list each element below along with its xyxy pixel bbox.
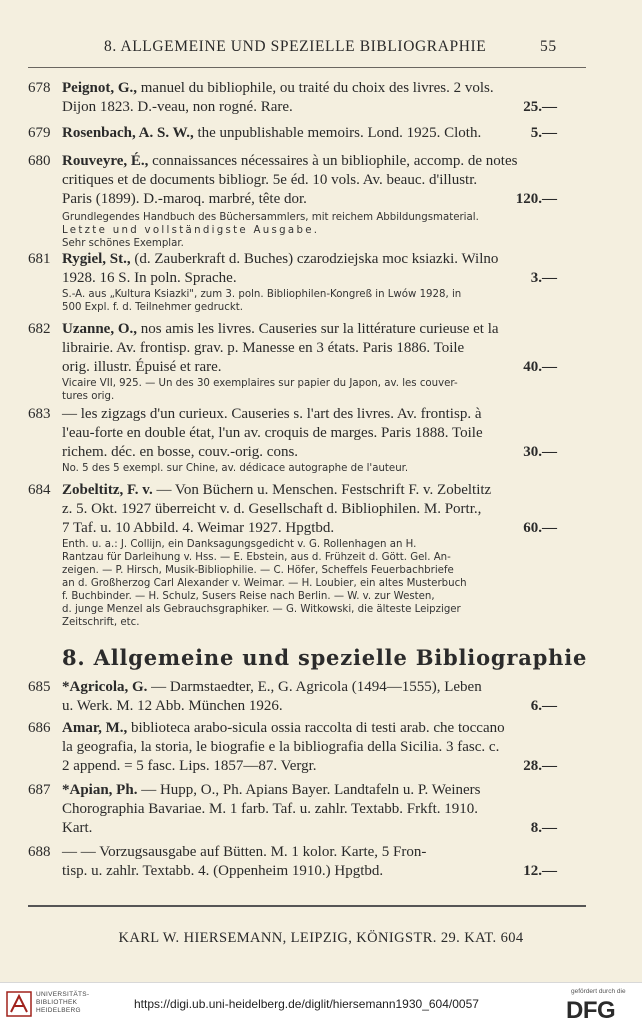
entry-number: 678 [28,80,51,96]
entry-number: 683 [28,406,51,422]
entry-text [62,843,557,881]
note-line: Letzte und vollständigste Ausgabe. [62,225,320,236]
entry-number: 682 [28,321,51,337]
note-line: f. Buchbinder. — H. Schulz, Susers Reise nach Berlin. — W. v. zur Westen, [62,591,435,602]
entry-line: librairie. Av. frontisp. grav. p. Manesse en 3 états. Paris 1886. Toile [62,340,465,356]
note-line: No. 5 des 5 exempl. sur Chine, av. dédicace autographe de l'auteur. [62,463,409,474]
entry-note [62,462,557,475]
entry-line: nos amis les livres. Causeries sur la littérature curieuse et la [137,321,499,337]
entry-number: 681 [28,251,51,267]
entry-author: *Agricola, G. [62,679,148,695]
entry-line: richem. déc. en bosse, couv.-orig. cons. [62,444,299,460]
entry-author: *Apian, Ph. [62,782,138,798]
entry-author: Rosenbach, A. S. W., [62,125,194,141]
entry-line: manuel du bibliophile, ou traité du choix des livres. 2 vols. [137,80,494,96]
entry-author: Rygiel, St., [62,251,131,267]
entry-price: 8.— [530,820,557,836]
note-line: Sehr schönes Exemplar. [62,238,184,249]
page-number: 55 [540,38,557,55]
header-rule [28,67,586,68]
note-line: d. junge Menzel als Gebrauchsgraphiker. — G. Witkowski, die älteste Leipziger [62,604,461,615]
entry-line: l'eau-forte en double état, l'un av. croquis de marges. Paris 1888. Toile [62,425,483,441]
entry-price: 12.— [523,863,557,879]
note-line: Grundlegendes Handbuch des Büchersammlers, mit reichem Abbildungsmaterial. [62,212,479,223]
entry-line: — — Vorzugsausgabe auf Bütten. M. 1 kolor. Karte, 5 Fron- [62,844,427,860]
entry-number: 687 [28,782,51,798]
entry-line: — Darmstaedter, E., G. Agricola (1494—1555), Leben [147,679,482,695]
entry-text [62,781,557,838]
entry-number: 686 [28,720,51,736]
running-head-title: 8. ALLGEMEINE UND SPEZIELLE BIBLIOGRAPHIE [104,38,487,55]
entry-author: Zobeltitz, F. v. [62,482,153,498]
entry-line: Chorographia Bavariae. M. 1 farb. Taf. u. zahlr. Textabb. Frkft. 1910. [62,801,478,817]
entry-text [62,152,557,209]
note-line: 500 Expl. f. d. Teilnehmer gedruckt. [62,302,243,313]
note-line: an d. Großherzog Carl Alexander v. Weimar. — H. Loubier, ein altes Musterbuch [62,578,467,589]
entry-author: Uzanne, O., [62,321,137,337]
entry-line: Paris (1899). D.-maroq. marbré, tête dor. [62,191,307,207]
entry-line: Kart. [62,820,93,836]
entry-price: 40.— [523,359,557,375]
entry-note [62,288,557,314]
section-heading: 8. Allgemeine und spezielle Bibliographie [62,645,588,670]
note-line: S.-A. aus „Kultura Ksiazki", zum 3. poln. Bibliophilen-Kongreß in Lwów 1928, in [62,289,462,300]
entry-text [62,678,557,716]
entry-text [62,719,557,776]
entry-price: 28.— [523,758,557,774]
note-line: tures orig. [62,391,115,402]
viewer-bottom-bar [0,982,642,1027]
entry-line: la geografia, la storia, le biografie e la bibliografia della Sicilia. 3 fasc. c. [62,739,500,755]
entry-text [62,79,557,117]
note-line: zeigen. — P. Hirsch, Musik-Bibliophilie. — C. Höfer, Scheffels Feuerbachbriefe [62,565,454,576]
entry-price: 3.— [530,270,557,286]
note-line: Enth. u. a.: J. Collijn, ein Danksagungsgedicht v. G. Rollenhagen an H. [62,539,417,550]
entry-line: — Hupp, O., Ph. Apians Bayer. Landtafeln u. P. Weiners [137,782,481,798]
note-line: Rantzau für Darleihung v. Hss. — E. Ebstein, aus d. Frühzeit d. Gött. Gel. An- [62,552,451,563]
entry-line: the unpublishable memoirs. Lond. 1925. Cloth. [193,125,482,141]
entry-line: 2 append. = 5 fasc. Lips. 1857—87. Vergr. [62,758,317,774]
entry-price: 25.— [523,99,557,115]
entry-author: Amar, M., [62,720,128,736]
entry-number: 685 [28,679,51,695]
entry-text [62,405,557,462]
entry-note [62,377,557,403]
entry-line: Dijon 1823. D.-veau, non rogné. Rare. [62,99,293,115]
dfg-logo: DFG [566,997,616,1024]
library-name-line: BIBLIOTHEK [36,999,78,1006]
entry-note [62,538,557,629]
entry-line: orig. illustr. Épuisé et rare. [62,359,222,375]
entry-number: 679 [28,125,51,141]
publisher-footer: KARL W. HIERSEMANN, LEIPZIG, KÖNIGSTR. 29. KAT. 604 [118,930,524,946]
entry-text [62,250,557,288]
running-head [0,36,642,62]
entry-price: 5.— [530,125,557,141]
entry-number: 688 [28,844,51,860]
library-name-line: HEIDELBERG [36,1007,81,1014]
entry-author: Peignot, G., [62,80,137,96]
entry-price: 30.— [523,444,557,460]
entry-text [62,481,557,538]
funded-by-note: gefördert durch die [571,988,626,995]
entry-line: critiques et de documents bibliogr. 5e éd. 10 vols. Av. beauc. d'illustr. [62,172,478,188]
entry-line: — les zigzags d'un curieux. Causeries s. l'art des livres. Av. frontisp. à [62,406,482,422]
entry-line: — Von Büchern u. Menschen. Festschrift F. v. Zobeltitz [152,482,492,498]
entry-author: Rouveyre, É., [62,153,149,169]
entry-number: 684 [28,482,51,498]
entry-line: 7 Taf. u. 10 Abbild. 4. Weimar 1927. Hpgtbd. [62,520,335,536]
entry-line: connaissances nécessaires à un bibliophile, accomp. de notes [148,153,518,169]
note-line: Vicaire VII, 925. — Un des 30 exemplaires sur papier du Japon, av. les couver- [62,378,458,389]
entry-text [62,124,557,143]
entry-line: tisp. u. zahlr. Textabb. 4. (Oppenheim 1910.) Hpgtbd. [62,863,384,879]
entry-line: u. Werk. M. 12 Abb. München 1926. [62,698,283,714]
footer-rule [28,905,586,907]
library-name [36,991,89,1015]
entry-line: 1928. 16 S. In poln. Sprache. [62,270,237,286]
entry-price: 120.— [515,191,557,207]
note-line: Zeitschrift, etc. [62,617,140,628]
entry-number: 680 [28,153,51,169]
entry-text [62,320,557,377]
entry-price: 6.— [530,698,557,714]
entry-note [62,211,557,250]
entry-line: biblioteca arabo-sicula ossia raccolta di testi arab. che toccano [127,720,505,736]
entry-line: z. 5. Okt. 1927 überreicht v. d. Gesellschaft d. Bibliophilen. M. Portr., [62,501,482,517]
entry-price: 60.— [523,520,557,536]
entry-line: (d. Zauberkraft d. Buches) czarodziejska moc ksiazki. Wilno [130,251,499,267]
library-name-line: UNIVERSITÄTS- [36,991,90,998]
university-library-logo-icon [6,991,32,1017]
permalink-url[interactable]: https://digi.ub.uni-heidelberg.de/diglit/hiersemann1930_604/0057 [134,997,479,1011]
